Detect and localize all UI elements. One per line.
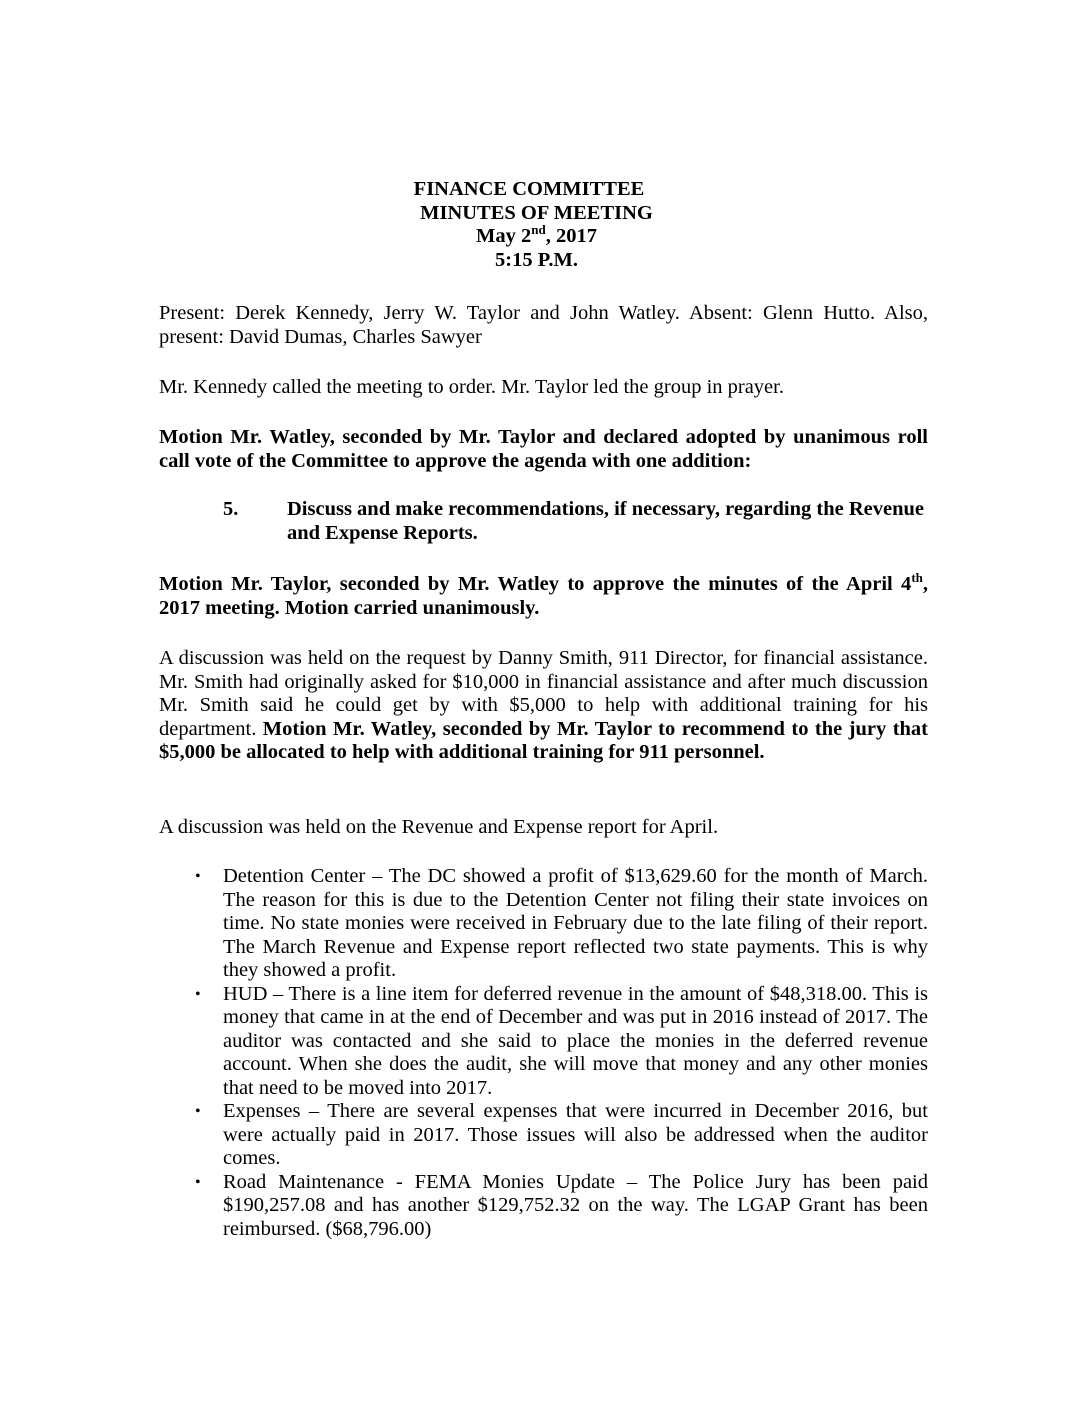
discussion-911-motion: Motion Mr. Watley, seconded by Mr. Taylor to recommend to the jury that $5,000 be allocated to help with additional training for 911 personnel. — [159, 717, 928, 763]
list-item: • HUD – There is a line item for deferred revenue in the amount of $48,318.00. This is money that came in at the end of December and was put in 2016 instead of 2017. The auditor was contacted and she said to place the monies in the deferred revenue account. When she does the audit, she will move that money and any other monies that need to be moved into 2017. — [195, 982, 928, 1099]
report-bullet-list — [159, 865, 928, 1241]
bullet-icon: • — [195, 1103, 201, 1120]
agenda-item-text: Discuss and make recommendations, if necessary, regarding the Revenue and Expense Reports. — [287, 498, 924, 544]
minutes-title: MINUTES OF MEETING — [420, 201, 653, 224]
minutes-motion-paragraph: Motion Mr. Taylor, seconded by Mr. Watley to approve the minutes of the April 4th, 2017 meeting. Motion carried unanimously. — [159, 570, 928, 619]
attendance-paragraph: Present: Derek Kennedy, Jerry W. Taylor and John Watley. Absent: Glenn Hutto. Also, present: David Dumas, Charles Sawyer — [159, 302, 928, 348]
document-header — [0, 178, 1088, 272]
agenda-item-number: 5. — [223, 498, 239, 520]
agenda-addition-item — [223, 498, 928, 545]
list-item: • Expenses – There are several expenses that were incurred in December 2016, but were actually paid in 2017. Those issues will also be addressed when the auditor comes. — [195, 1100, 928, 1169]
list-item: • Road Maintenance - FEMA Monies Update – The Police Jury has been paid $190,257.08 and has another $129,752.32 on the way. The LGAP Grant has been reimbursed. ($68,796.00) — [195, 1170, 928, 1240]
agenda-motion-paragraph: Motion Mr. Watley, seconded by Mr. Taylor and declared adopted by unanimous roll call vote of the Committee to approve the agenda with one addition: — [159, 426, 928, 472]
list-item: • Detention Center – The DC showed a profit of $13,629.60 for the month of March. The reason for this is due to the Detention Center not filing their state invoices on time. No state monies were received in February due to the late filing of their report. The March Revenue and Expense report reflected two state payments. This is why they showed a profit. — [195, 865, 928, 981]
committee-title: FINANCE COMMITTEE — [413, 178, 645, 200]
bullet-icon: • — [195, 1173, 201, 1191]
bullet-icon: • — [195, 985, 201, 1003]
meeting-time: 5:15 P.M. — [495, 248, 578, 271]
bullet-icon: • — [195, 868, 201, 885]
discussion-911-paragraph — [159, 647, 928, 765]
meeting-date: May 2nd, 2017 — [476, 222, 597, 247]
discussion-911-text: A discussion was held on the request by Danny Smith, 911 Director, for financial assistance. Mr. Smith had originally asked for $10,000 in financial assistance and after much discussion Mr. Smith said he could get by with $5,000 to help with additional training for his department. — [159, 647, 928, 740]
discussion-report-paragraph: A discussion was held on the Revenue and Expense report for April. — [159, 816, 719, 838]
call-to-order-paragraph: Mr. Kennedy called the meeting to order. Mr. Taylor led the group in prayer. — [159, 376, 784, 398]
